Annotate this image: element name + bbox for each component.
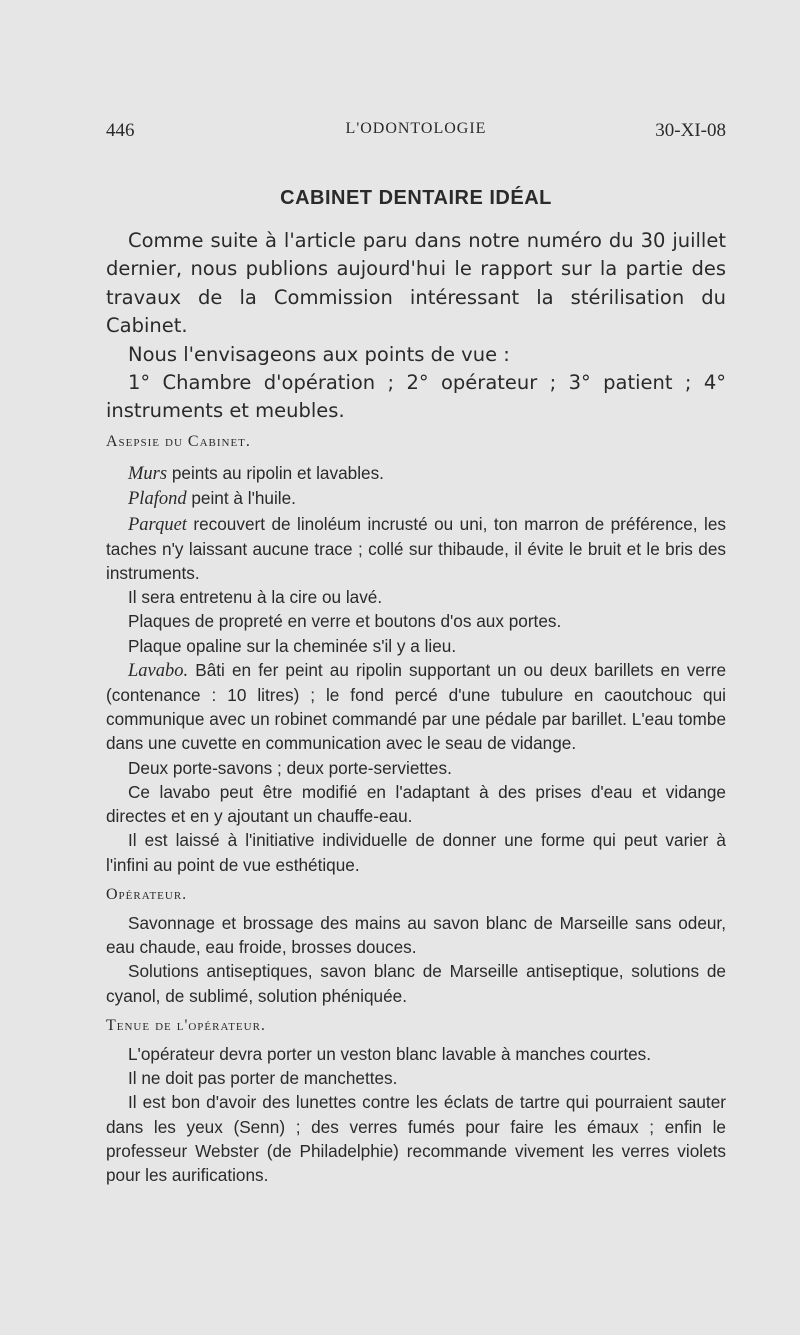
paragraph-lavabo: Lavabo. Bâti en fer peint au ripolin supportant un ou deux barillets en verre (contenance : 10 litres) ; le fond percé d'une tubulure en caoutchouc qui communique avec un robinet commandé par une pédale par barillet. L'eau tombe dans une cuvette en communication avec le seau de vidange.: [106, 659, 726, 754]
paragraph-entretien: Il sera entretenu à la cire ou lavé.: [128, 587, 383, 608]
term-murs: Murs: [128, 464, 168, 485]
intro-block: [106, 227, 726, 456]
term-lavabo: Lavabo.: [128, 660, 189, 681]
paragraph-lunettes: Il est bon d'avoir des lunettes contre les éclats de tartre qui pourraient sauter dans les yeux (Senn) ; des verres fumés pour faire les émaux ; enfin le professeur Webster (de Philadelphie) recommande vivement les verres violets pour les aurifications.: [106, 1092, 726, 1185]
section-heading-operateur: Opérateur.: [106, 885, 188, 903]
paragraph-solutions: Solutions antiseptiques, savon blanc de Marseille antiseptique, solutions de cyanol, de sublimé, solution phéniquée.: [106, 961, 726, 1006]
intro-paragraph: Comme suite à l'article paru dans notre numéro du 30 juillet dernier, nous publions aujourd'hui le rapport sur la partie des travaux de la Commission intéressant la stérilisation du Cabinet.: [106, 229, 726, 338]
article-title: CABINET DENTAIRE IDÉAL: [280, 187, 552, 209]
journal-title: L'ODONTOLOGIE: [345, 120, 487, 137]
paragraph-plaques: Plaques de propreté en verre et boutons d'os aux portes.: [128, 611, 562, 632]
section-heading-asepsie: Asepsie du Cabinet.: [106, 432, 251, 450]
paragraph-porte-savons: Deux porte-savons ; deux porte-serviettes.: [128, 757, 452, 778]
issue-date: 30-XI-08: [655, 120, 726, 141]
article-body: [106, 227, 726, 1187]
paragraph-murs: Murs peints au ripolin et lavables.: [128, 463, 384, 485]
paragraph-veston: L'opérateur devra porter un veston blanc lavable à manches courtes.: [128, 1043, 652, 1064]
paragraph-initiative: Il est laissé à l'initiative individuelle de donner une forme qui peut varier à l'infini au point de vue esthétique.: [106, 830, 726, 875]
paragraph-lavabo-modifie: Ce lavabo peut être modifié en l'adaptant à des prises d'eau et vidange directes et en y ajoutant un chauffe-eau.: [106, 781, 726, 827]
paragraph-savonnage: Savonnage et brossage des mains au savon blanc de Marseille sans odeur, eau chaude, eau froide, brosses douces.: [106, 912, 726, 958]
paragraph-parquet: Parquet recouvert de linoléum incrusté ou uni, ton marron de préférence, les taches n'y laissant aucune trace ; collé sur thibaude, il évite le bruit et le bris des instruments.: [106, 513, 726, 584]
term-plafond: Plafond: [128, 489, 187, 510]
section-heading-tenue: Tenue de l'opérateur.: [106, 1016, 266, 1034]
intro-points-heading: Nous l'envisageons aux points de vue :: [128, 342, 510, 366]
page-number: 446: [106, 120, 135, 141]
paragraph-plafond: Plafond peint à l'huile.: [128, 488, 296, 510]
intro-points-list: 1° Chambre d'opération ; 2° opérateur ; 3° patient ; 4° instruments et meubles.: [106, 371, 726, 423]
paragraph-manchettes: Il ne doit pas porter de manchettes.: [128, 1068, 398, 1089]
term-parquet: Parquet: [128, 514, 187, 535]
running-header: [106, 120, 726, 146]
paragraph-opaline: Plaque opaline sur la cheminée s'il y a lieu.: [128, 635, 457, 656]
detail-block: [106, 461, 726, 1187]
